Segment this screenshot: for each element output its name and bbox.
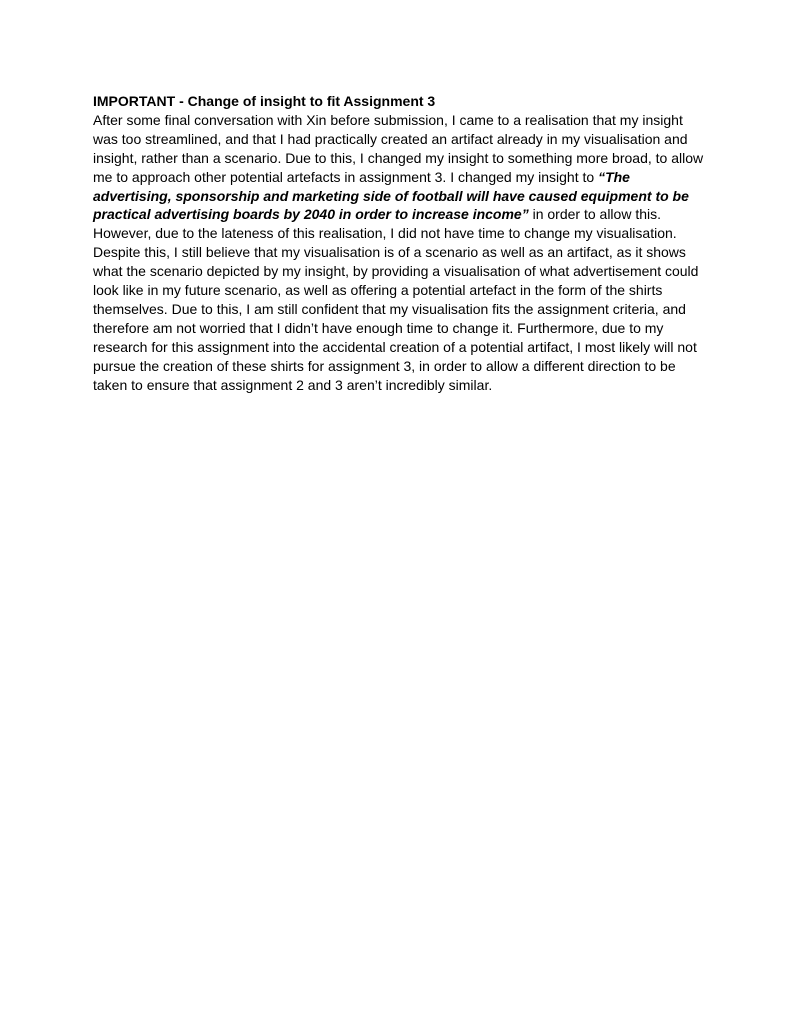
insight-quote: “The advertising, sponsorship and marketing side of football will have caused equipment to be practical advertising boards by 2040 in order to increase income”: [93, 168, 689, 223]
paragraph-text-after-quote: in order to allow this. However, due to the lateness of this realisation, I did not have time to change my visualisation. Despite this, I still believe that my visualisation is of a scenario as well as an artifact, as it shows what the scenario depicted by my insight, by providing a visualisation of what advertisement could look like in my future scenario, as well as offering a potential artefact in the form of the shirts themselves. Due to this, I am still confident that my visualisation fits the assignment criteria, and therefore am not worried that I didn’t have enough time to change it. Furthermore, due to my research for this assignment into the accidental creation of a potential artifact, I most likely will not pursue the creation of these shirts for assignment 3, in order to allow a different direction to be taken to ensure that assignment 2 and 3 aren’t incredibly similar.: [93, 206, 699, 393]
document-heading: IMPORTANT - Change of insight to fit Assignment 3: [93, 93, 436, 109]
document-body: [93, 92, 705, 395]
paragraph-text-before-quote: After some final conversation with Xin before submission, I came to a realisation that my insight was too streamlined, and that I had practically created an artifact already in my visualisation and insight, rather than a scenario. Due to this, I changed my insight to something more broad, to allow me to approach other potential artefacts in assignment 3. I changed my insight to: [93, 111, 704, 185]
document-paragraph: [93, 111, 705, 395]
